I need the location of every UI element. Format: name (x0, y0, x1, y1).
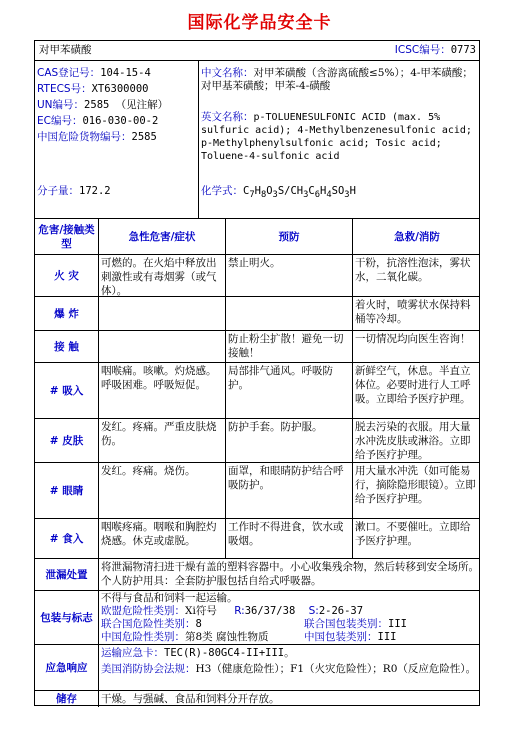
name-row (35, 41, 479, 61)
icsc-number: ICSC编号：0773 (394, 44, 476, 56)
table-header (35, 219, 479, 255)
table-row: # 食入 咽喉疼痛。咽喉和胸腔灼烧感。休克或虚脱。 工作时不得进食，饮水或吸烟。 漱口。不要催吐。立即给予医疗护理。 (35, 519, 479, 559)
card-title: 国际化学品安全卡 (187, 13, 332, 33)
header-prevention: 预防 (226, 219, 353, 254)
table-row: 爆 炸 着火时，喷雾状水保持料桶等冷却。 (35, 297, 479, 331)
table-row: 接 触 防止粉尘扩散！避免一切接触！ 一切情况均向医生咨询！ (35, 331, 479, 363)
table-row: # 眼睛 发红。疼痛。烧伤。 面罩，和眼睛防护结合呼吸防护。 用大量水冲洗（如可能易行，摘除隐形眼镜）。立即给予医疗护理。 (35, 463, 479, 519)
spill-text: 将泄漏物清扫进干燥有盖的塑料容器中。小心收集残余物，然后转移到安全场所。个人防护用具：全套防护服包括自给式呼吸器。 (101, 561, 479, 587)
emergency-info: 运输应急卡：TEC(R)-80GC4-II+III。 美国消防协会法规：H3（健康危险性）；F1（火灾危险性）；R0（反应危险性）。 (101, 647, 477, 675)
chemical-formula: $C_7H_8O_3S/CH_3C_6H_4SO_3H$ (243, 185, 356, 201)
header-type: 危害/接触类型 (35, 219, 99, 254)
table-row: # 皮肤 发红。疼痛。严重皮肤烧伤。 防护手套。防护服。 脱去污染的衣服。用大量水冲洗皮肤或淋浴。立即给予医疗护理。 (35, 419, 479, 463)
table-row: 火 灾 可燃的。在火焰中释放出刺激性或有毒烟雾（或气体）。 禁止明火。 干粉，抗溶性泡沫，雾状水，二氧化碳。 (35, 255, 479, 297)
spill-row: 泄漏处置 将泄漏物清扫进干燥有盖的塑料容器中。小心收集残余物，然后转移到安全场所。个人防护用具：全套防护服包括自给式呼吸器。 (35, 559, 479, 591)
safety-card (34, 40, 480, 706)
chemical-name: 对甲苯磺酸 (39, 44, 92, 56)
ident-right: 中文名称：对甲苯磺酸（含游离硫酸≤5%）；4-甲苯磺酸；对甲基苯磺酸；甲苯-4-磺酸 英文名称：p-TOLUENESULFONIC ACID (max. 5% sulfuric acid); 4-Methylbenzenesulfonic acid; p-Methylphenylsulfonic acid; Tosic acid; Toluene-4-sulfonic acid 化学式：$C_7H_8O_3S/CH_3C_6H_4SO_3H$ (201, 67, 473, 201)
table-row: # 吸入 咽喉痛。咳嗽。灼烧感。呼吸困难。呼吸短促。 局部排气通风。呼吸防护。 新鲜空气，休息。半直立体位。必要时进行人工呼吸。立即给予医疗护理。 (35, 363, 479, 419)
storage-row: 储存 干燥。与强碱、食品和饲料分开存放。 (35, 691, 479, 707)
ident-left: CAS登记号：104-15-4 RTECS号：XT6300000 UN编号：2585 （见注解） EC编号：016-030-00-2 中国危险货物编号：2585 分子量：172.2 (35, 61, 199, 218)
identification-block (35, 61, 479, 219)
storage-text: 干燥。与强碱、食品和饲料分开存放。 (101, 693, 280, 705)
packaging-info: 不得与食品和饲料一起运输。 欧盟危险性类别：Xi符号 R:36/37/38 S:2-26-37 联合国危险性类别：8 联合国包装类别：III 中国危险性类别：第8类 腐蚀性物质 中国包装类别：III (101, 592, 407, 643)
header-hazard: 急性危害/症状 (99, 219, 226, 254)
packaging-row: 包装与标志 不得与食品和饲料一起运输。 欧盟危险性类别：Xi符号 R:36/37/38 S:2-26-37 联合国危险性类别：8 联合国包装类别：III 中国危险性类别：第8类 腐蚀性物质 中国包装类别：III (35, 591, 479, 645)
header-first-aid: 急救/消防 (394, 230, 440, 243)
emergency-row: 应急响应 运输应急卡：TEC(R)-80GC4-II+III。 美国消防协会法规：H3（健康危险性）；F1（火灾危险性）；R0（反应危险性）。 (35, 645, 479, 691)
